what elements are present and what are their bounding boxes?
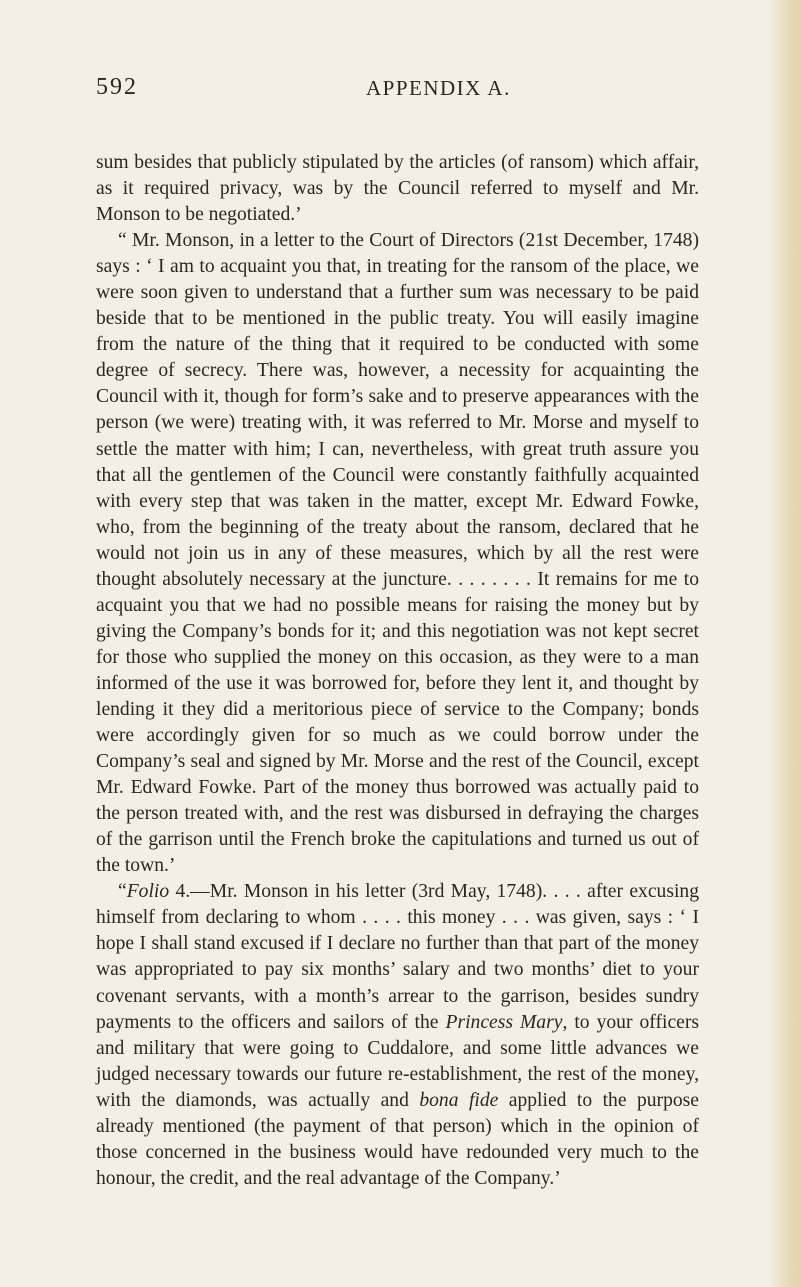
folio-label: Folio bbox=[126, 881, 170, 903]
bona-fide-phrase: bona fide bbox=[419, 1089, 499, 1111]
page-header bbox=[96, 74, 696, 114]
page-number: 592 bbox=[96, 74, 138, 100]
paragraph-3-part-a: 4.—Mr. Monson in his letter (3rd May, 1748). . . . after excusing himself from declaring to whom . . . . this money . . . was given, says : ‘ I hope I shall stand excused if I declare no further than that part of the money was appropriated to pay six months’ salary and two months’ diet to your covenant servants, with a month’s arrear to the garrison, besides sundry payments to the officers and sailors of the bbox=[96, 881, 699, 1033]
paragraph-3 bbox=[96, 879, 699, 1192]
paragraph-3-part-b: , to your officers and military that were going to Cuddalore, and some little advances we judged necessary towards our future re-establishment, the rest of the money, with the diamonds, was actually and bbox=[96, 1011, 699, 1111]
paragraph-1: sum besides that publicly stipulated by the articles (of ransom) which affair, as it required privacy, was by the Council referred to myself and Mr. Monson to be negotiated.’ bbox=[96, 152, 699, 226]
paragraph-3-part-c: applied to the purpose already mentioned (the payment of that person) which in the opinion of those concerned in the business would have redounded very much to the honour, the credit, and the real advantage of the Company.’ bbox=[96, 1089, 699, 1189]
opening-quote: “ bbox=[118, 881, 127, 903]
body-text bbox=[96, 150, 699, 1192]
ship-name: Princess Mary bbox=[445, 1011, 563, 1033]
page-edge-shading bbox=[767, 0, 801, 1287]
paragraph-2: “ Mr. Monson, in a letter to the Court of Directors (21st December, 1748) says : ‘ I am to acquaint you that, in treating for the ransom of the place, we were soon given to understand that a further sum was necessary to be paid beside that to be mentioned in the public treaty. You will easily imagine from the nature of the thing that it required to be conducted with some degree of secrecy. There was, however, a necessity for acquainting the Council with it, though for form’s sake and to preserve appearances with the person (we were) treating with, it was referred to Mr. Morse and myself to settle the matter with him; I can, nevertheless, with great truth assure you that all the gentlemen of the Council were constantly faithfully acquainted with every step that was taken in the matter, except Mr. Edward Fowke, who, from the beginning of the treaty about the ransom, declared that he would not join us in any of these measures, which by all the rest were thought absolutely necessary at the juncture. . . . . . . . It remains for me to acquaint you that we had no possible means for raising the money but by giving the Company’s bonds for it; and this negotiation was not kept secret for those who supplied the money on this occasion, as they were to a man informed of the use it was borrowed for, before they lent it, and thought by lending it they did a meritorious piece of service to the Company; bonds were accordingly given for so much as we could borrow under the Company’s seal and signed by Mr. Morse and the rest of the Council, except Mr. Edward Fowke. Part of the money thus borrowed was actually paid to the person treated with, and the rest was disbursed in defraying the charges of the garrison until the French broke the capitulations and turned us out of the town.’ bbox=[96, 230, 699, 877]
running-head: APPENDIX A. bbox=[366, 76, 511, 100]
